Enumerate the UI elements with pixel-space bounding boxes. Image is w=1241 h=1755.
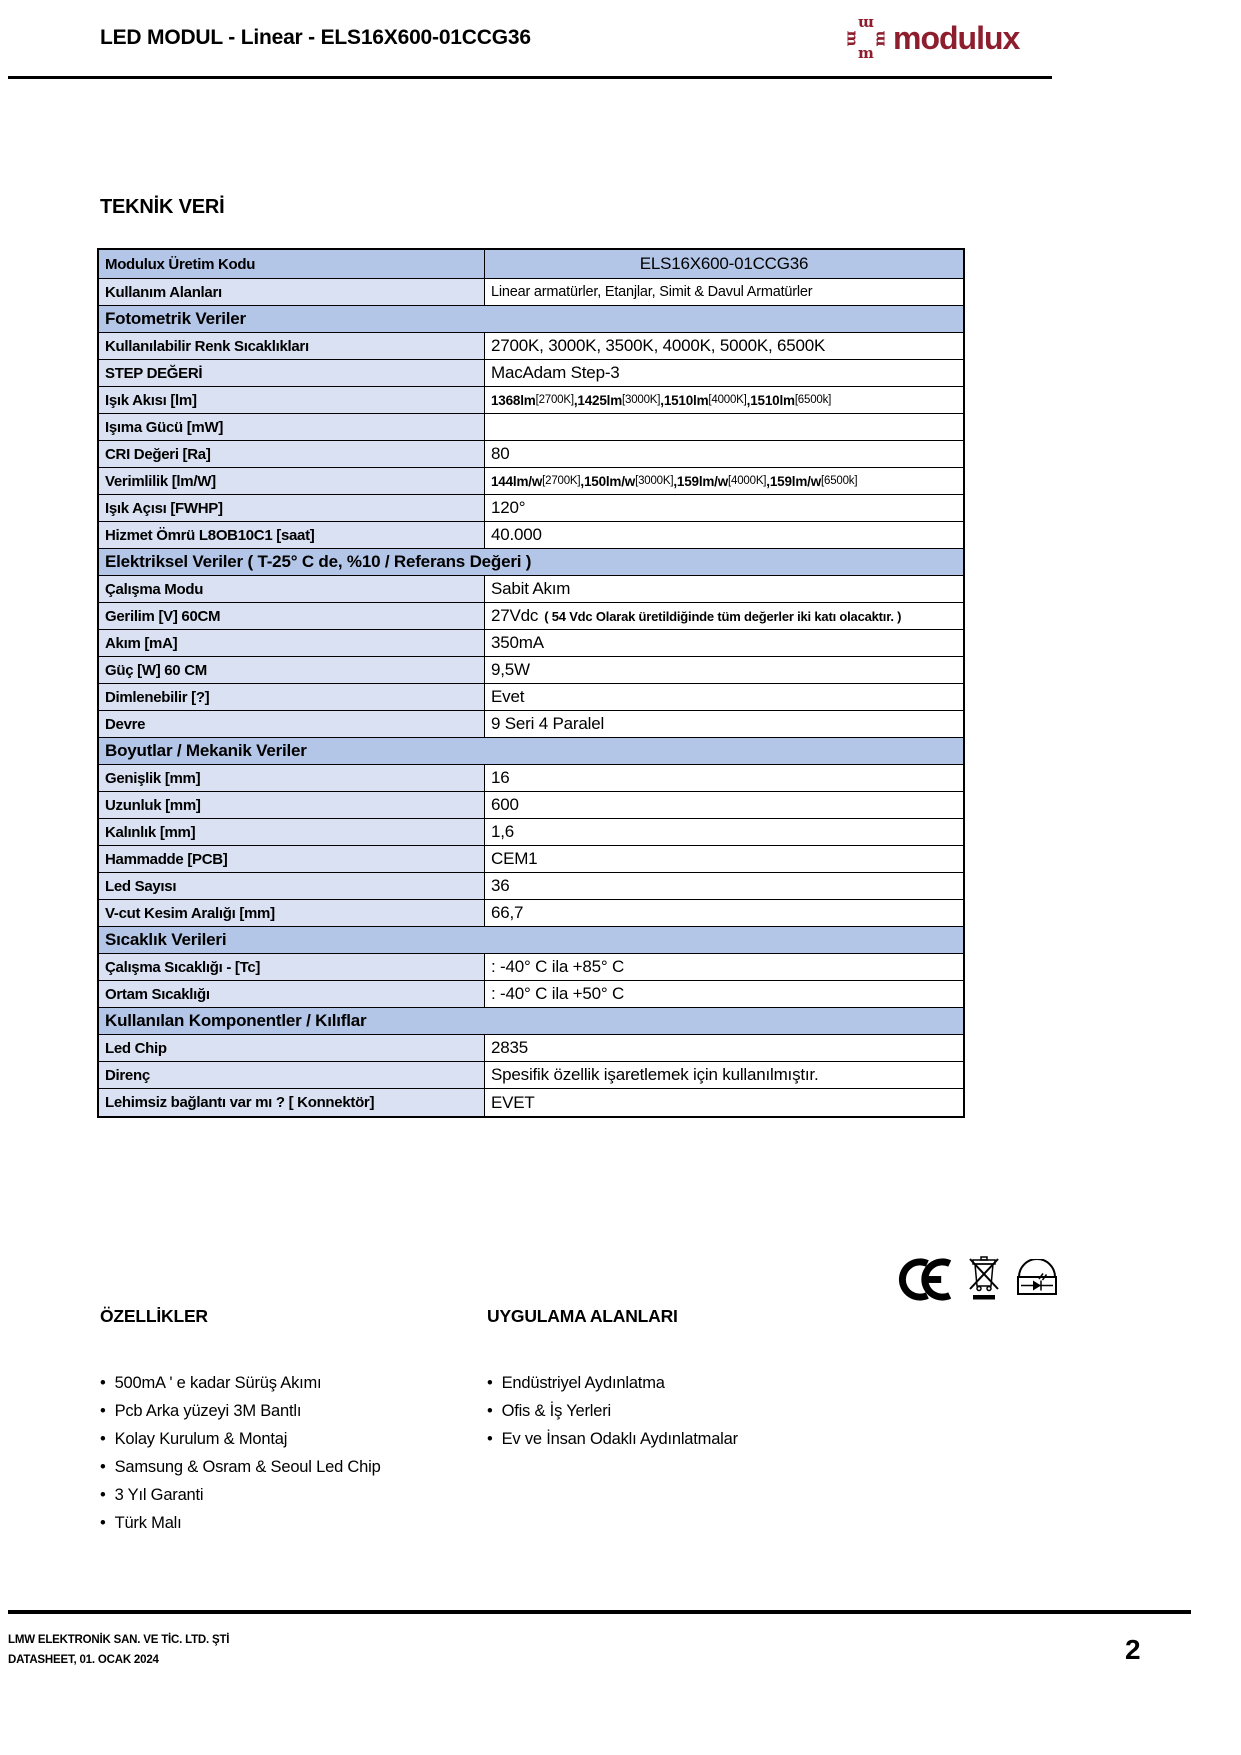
- table-row: [99, 441, 963, 468]
- table-row: [99, 250, 963, 279]
- brand-logo: [843, 14, 1019, 62]
- feature-item: • Pcb Arka yüzeyi 3M Bantlı: [100, 1397, 470, 1425]
- footer-divider: [8, 1610, 1191, 1614]
- table-row: [99, 360, 963, 387]
- table-row: [99, 387, 963, 414]
- row-label: Gerilim [V] 60CM: [99, 603, 485, 629]
- table-row: [99, 576, 963, 603]
- row-value: 120°: [491, 498, 526, 517]
- table-section-label: Sıcaklık Verileri: [105, 930, 227, 949]
- row-value: 144lm/w [2700K] , 150lm/w [3000K] , 159lm/w [4000K] , 159lm/w [6500k]: [491, 473, 858, 489]
- row-value: [485, 414, 963, 440]
- feature-item: • Kolay Kurulum & Montaj: [100, 1425, 470, 1453]
- features-title: ÖZELLİKLER: [100, 1306, 208, 1326]
- row-value: 16: [491, 768, 510, 787]
- table-row: [99, 333, 963, 360]
- row-value: ELS16X600-01CCG36: [485, 250, 963, 278]
- row-label: Led Sayısı: [99, 873, 485, 899]
- row-value: : -40° C ila +50° C: [491, 984, 625, 1003]
- row-label: Genişlik [mm]: [99, 765, 485, 791]
- row-value: 350mA: [491, 633, 544, 652]
- table-section-row: [99, 549, 963, 576]
- applications-title: UYGULAMA ALANLARI: [487, 1306, 678, 1326]
- row-label: Verimlilik [lm/W]: [99, 468, 485, 494]
- applications-section: [487, 1306, 907, 1453]
- row-label: Modulux Üretim Kodu: [99, 250, 485, 278]
- table-row: [99, 684, 963, 711]
- table-row: [99, 846, 963, 873]
- row-value: CEM1: [491, 849, 538, 868]
- features-list: [100, 1369, 470, 1537]
- row-value: Linear armatürler, Etanjlar, Simit & Davul Armatürler: [491, 284, 813, 300]
- table-row: [99, 603, 963, 630]
- row-label: Kullanım Alanları: [99, 279, 485, 305]
- row-label: Işık Akısı [lm]: [99, 387, 485, 413]
- row-value: MacAdam Step-3: [491, 363, 620, 382]
- feature-item: • Samsung & Osram & Seoul Led Chip: [100, 1453, 470, 1481]
- table-row: [99, 765, 963, 792]
- row-value: EVET: [491, 1092, 535, 1112]
- row-label: Ortam Sıcaklığı: [99, 981, 485, 1007]
- table-section-label: Fotometrik Veriler: [105, 309, 246, 328]
- row-value: : -40° C ila +85° C: [491, 957, 625, 976]
- row-value: 1368lm [2700K] , 1425lm [3000K] , 1510lm [4000K] , 1510lm [6500k]: [491, 392, 832, 408]
- table-row: [99, 900, 963, 927]
- table-section-row: [99, 306, 963, 333]
- section-title-teknik-veri: TEKNİK VERİ: [100, 196, 225, 218]
- spec-table: [97, 248, 965, 1118]
- row-label: Uzunluk [mm]: [99, 792, 485, 818]
- row-label: Hizmet Ömrü L8OB10C1 [saat]: [99, 522, 485, 548]
- row-label: V-cut Kesim Aralığı [mm]: [99, 900, 485, 926]
- table-row: [99, 873, 963, 900]
- document-title: LED MODUL - Linear - ELS16X600-01CCG36: [100, 26, 531, 49]
- page-number: 2: [1125, 1634, 1141, 1665]
- logo-text: modulux: [893, 19, 1020, 56]
- certification-icons: [890, 1256, 1060, 1302]
- row-value: 80: [491, 444, 510, 463]
- row-value: 2835: [491, 1038, 529, 1057]
- table-row: [99, 711, 963, 738]
- application-item: • Ev ve İnsan Odaklı Aydınlatmalar: [487, 1425, 907, 1453]
- weee-crossed-bin-icon: [969, 1256, 999, 1302]
- row-label: Led Chip: [99, 1035, 485, 1061]
- table-row: [99, 279, 963, 306]
- header-divider: [8, 76, 1052, 79]
- table-row: [99, 522, 963, 549]
- row-label: Akım [mA]: [99, 630, 485, 656]
- footer-company: LMW ELEKTRONİK SAN. VE TİC. LTD. ŞTİ: [8, 1634, 230, 1646]
- table-row: [99, 792, 963, 819]
- row-value: 9 Seri 4 Paralel: [491, 714, 605, 733]
- row-value: 36: [491, 876, 510, 895]
- table-section-label: Boyutlar / Mekanik Veriler: [105, 741, 307, 760]
- row-value: Spesifik özellik işaretlemek için kullanılmıştır.: [491, 1065, 819, 1084]
- row-label: STEP DEĞERİ: [99, 360, 485, 386]
- table-row: [99, 1062, 963, 1089]
- table-row: [99, 1035, 963, 1062]
- row-label: Işıma Gücü [mW]: [99, 414, 485, 440]
- row-value: 9,5W: [491, 660, 530, 679]
- row-label: CRI Değeri [Ra]: [99, 441, 485, 467]
- table-section-row: [99, 738, 963, 765]
- table-row: [99, 954, 963, 981]
- row-value: 40.000: [491, 525, 542, 544]
- feature-item: • Türk Malı: [100, 1509, 470, 1537]
- row-label: Işık Açısı [FWHP]: [99, 495, 485, 521]
- table-row: [99, 657, 963, 684]
- row-label: Çalışma Sıcaklığı - [Tc]: [99, 954, 485, 980]
- row-value: 27Vdc ( 54 Vdc Olarak üretildiğinde tüm değerler iki katı olacaktır. ): [491, 606, 902, 625]
- applications-list: [487, 1369, 907, 1453]
- table-row: [99, 819, 963, 846]
- row-label: Kalınlık [mm]: [99, 819, 485, 845]
- table-row: [99, 414, 963, 441]
- row-label: Direnç: [99, 1062, 485, 1088]
- feature-item: • 3 Yıl Garanti: [100, 1481, 470, 1509]
- table-section-row: [99, 927, 963, 954]
- table-section-label: Elektriksel Veriler ( T-25° C de, %10 / Referans Değeri ): [105, 552, 532, 571]
- application-item: • Endüstriyel Aydınlatma: [487, 1369, 907, 1397]
- table-row: [99, 468, 963, 495]
- modulux-pinwheel-icon: m m m m: [843, 15, 889, 62]
- footer-datasheet-date: DATASHEET, 01. OCAK 2024: [8, 1654, 159, 1666]
- row-value: Evet: [491, 687, 525, 706]
- table-row: [99, 981, 963, 1008]
- table-row: [99, 1089, 963, 1116]
- table-section-label: Kullanılan Komponentler / Kılıflar: [105, 1011, 367, 1030]
- table-row: [99, 630, 963, 657]
- feature-item: • 500mA ' e kadar Sürüş Akımı: [100, 1369, 470, 1397]
- row-label: Dimlenebilir [?]: [99, 684, 485, 710]
- row-value: 2700K, 3000K, 3500K, 4000K, 5000K, 6500K: [491, 336, 826, 355]
- row-value: 600: [491, 795, 519, 814]
- footer-text: [8, 1630, 229, 1670]
- row-label: Güç [W] 60 CM: [99, 657, 485, 683]
- ce-mark-icon: [890, 1258, 954, 1301]
- features-section: [100, 1306, 470, 1537]
- table-section-row: [99, 1008, 963, 1035]
- row-label: Hammadde [PCB]: [99, 846, 485, 872]
- led-luminaire-icon: [1014, 1259, 1060, 1299]
- application-item: • Ofis & İş Yerleri: [487, 1397, 907, 1425]
- row-label: Lehimsiz bağlantı var mı ? [ Konnektör]: [99, 1089, 485, 1116]
- row-value: 1,6: [491, 822, 515, 841]
- table-row: [99, 495, 963, 522]
- row-value: 66,7: [491, 903, 524, 922]
- row-label: Çalışma Modu: [99, 576, 485, 602]
- row-label: Kullanılabilir Renk Sıcaklıkları: [99, 333, 485, 359]
- row-value: Sabit Akım: [491, 579, 571, 598]
- row-label: Devre: [99, 711, 485, 737]
